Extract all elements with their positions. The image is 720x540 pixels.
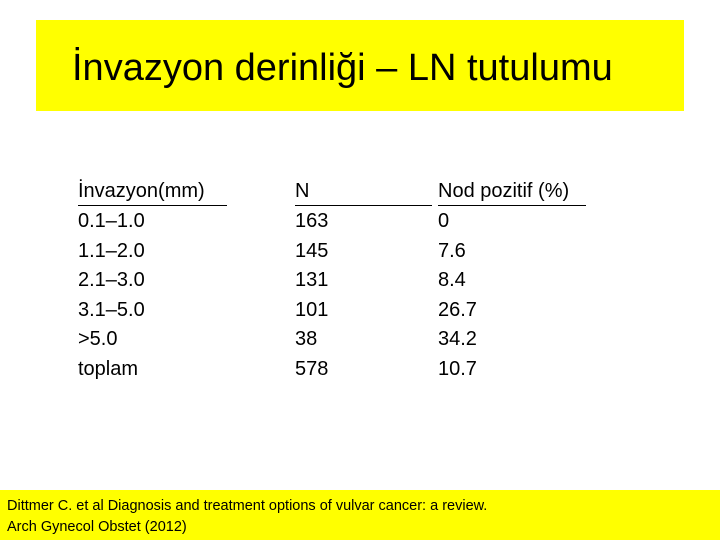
table-cell: 101: [295, 298, 329, 321]
table-cell: 145: [295, 239, 329, 262]
reference-box: [0, 490, 720, 540]
table-cell: 1.1–2.0: [78, 239, 145, 262]
table-cell: 131: [295, 269, 329, 291]
table-column-n: [295, 178, 432, 384]
table-cell: 8.4: [438, 269, 466, 291]
table-cell: 0.1–1.0: [78, 210, 145, 232]
table-cell: 7.6: [438, 239, 466, 262]
table-cell: 34.2: [438, 328, 477, 350]
column-header-invasion: İnvazyon(mm): [78, 178, 227, 206]
table-column-invasion: [78, 178, 227, 384]
table-cell: 26.7: [438, 298, 477, 321]
table-cell: 2.1–3.0: [78, 269, 145, 291]
reference-line-2: Arch Gynecol Obstet (2012): [7, 519, 187, 535]
table-cell: toplam: [78, 357, 139, 380]
table-cell: 10.7: [438, 357, 477, 380]
table-cell: >5.0: [78, 328, 118, 350]
column-header-n: N: [295, 178, 432, 206]
table-cell: 578: [295, 357, 329, 380]
reference-line-1: Dittmer C. et al Diagnosis and treatment options of vulvar cancer: a review.: [7, 498, 488, 514]
slide-title: İnvazyon derinliği – LN tutulumu: [72, 47, 613, 89]
table-cell: 0: [438, 210, 450, 232]
table-cell: 38: [295, 328, 318, 350]
column-header-node-positive: Nod pozitif (%): [438, 178, 586, 206]
table-cell: 163: [295, 210, 329, 232]
table-column-node-positive: [438, 178, 586, 384]
table-cell: 3.1–5.0: [78, 298, 145, 321]
